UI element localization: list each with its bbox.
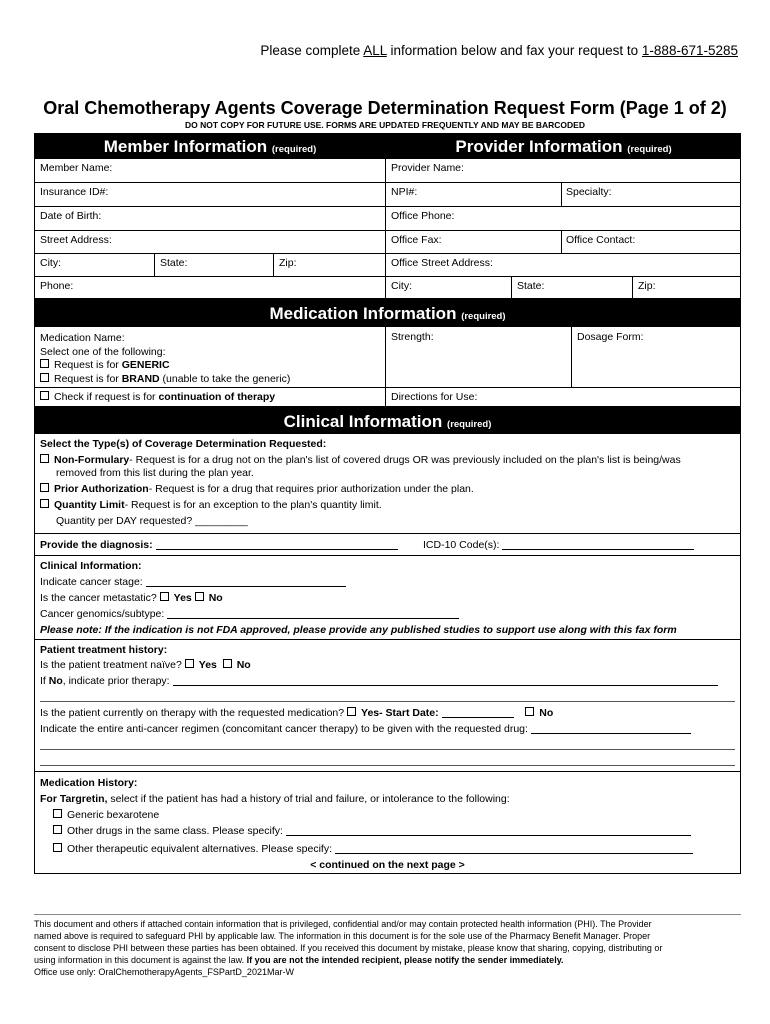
start-date-input[interactable] [442,707,514,718]
fax-instruction: Please complete ALL information below and fax your request to 1-888-671-5285 [260,43,738,58]
current-no[interactable]: No [525,707,553,719]
checkbox-icon [53,809,62,818]
tx-history-label: Patient treatment history: [40,644,168,656]
member-zip-field[interactable]: Zip: [279,257,297,269]
checkbox-icon [40,373,49,382]
select-one-label: Select one of the following: [40,346,166,358]
metastatic-no[interactable]: No [195,592,223,604]
directions-field[interactable]: Directions for Use: [391,391,478,403]
med-history-label: Medication History: [40,777,138,789]
npi-row [386,183,741,207]
regimen-row: Indicate the entire anti-cancer regimen (concomitant cancer therapy) to be given with the requested drug: [40,723,691,735]
quantity-limit-option[interactable]: Quantity Limit- Request is for an exception to the plan's quantity limit. [40,499,382,511]
other-drugs-input[interactable] [286,825,691,836]
checkbox-icon [40,454,49,463]
generic-option[interactable]: Request is for GENERIC [40,359,170,371]
form-title: Oral Chemotherapy Agents Coverage Determination Request Form (Page 1 of 2) [43,98,727,118]
member-city-row [35,254,385,277]
confidentiality-notice: This document and others if attached contain information that is privileged, confidential and/or may contain protected health information (PHI). The Provider named above is required to safeguard PHI by applicable law. The information in this document is for the sole use of the Pharmacy Benefit Manager. Proper consent to disclose PHI between these parties has been obtained. If you received this document by mistake, please know that sharing, copying, distributing or using information in this document is against the law. If you are not the intended recipient, please notify the sender immediately. Office use only: OralChemotherapyAgents_FSPartD_2021Mar-W [34,918,744,978]
office-fax-row [386,231,741,254]
naive-row: Is the patient treatment naïve? Yes No [40,659,251,671]
clinical-section [34,407,741,874]
provider-state-field[interactable]: State: [517,280,545,292]
office-use-label: Office use only: OralChemotherapyAgents_FSPartD_2021Mar-W [34,967,294,977]
genomics-row: Cancer genomics/subtype: [40,608,459,620]
checkbox-icon [53,825,62,834]
checkbox-icon [223,659,232,668]
npi-field[interactable]: NPI#: [391,186,418,198]
member-city-field[interactable]: City: [40,257,61,269]
diagnosis-row: Provide the diagnosis: [40,539,398,551]
targretin-row: For Targretin, select if the patient has had a history of trial and failure, or intolerance to the following: [40,793,510,805]
strength-field[interactable]: Strength: [391,331,434,343]
dosage-form-field[interactable]: Dosage Form: [577,331,644,343]
insurance-id-field[interactable]: Insurance ID#: [35,183,385,207]
prior-therapy-input[interactable] [173,675,718,686]
checkbox-icon [195,592,204,601]
office-phone-field[interactable]: Office Phone: [386,207,741,231]
genomics-input[interactable] [167,608,459,619]
member-provider-section [34,133,741,299]
fda-note: Please note: If the indication is not FDA approved, please provide any published studies to support use along with this fax form [40,624,677,636]
prior-therapy-row: If No, indicate prior therapy: [40,675,718,687]
provider-city-field[interactable]: City: [391,280,412,292]
specialty-field[interactable]: Specialty: [566,186,612,198]
current-therapy-row: Is the patient currently on therapy with the requested medication? Yes- Start Date: No [40,707,554,719]
member-phone-field[interactable]: Phone: [40,280,74,292]
medication-section [34,299,741,407]
coverage-types-label: Select the Type(s) of Coverage Determination Requested: [40,438,327,450]
provider-name-field[interactable]: Provider Name: [386,159,741,183]
checkbox-icon [160,592,169,601]
current-yes[interactable]: Yes- Start Date: [347,707,439,719]
other-thera-input[interactable] [335,843,693,854]
cancer-stage-row: Indicate cancer stage: [40,576,346,588]
prior-auth-option[interactable]: Prior Authorization- Request is for a drug that requires prior authorization under the plan. [40,483,474,495]
provider-heading: Provider Information (required) [386,134,741,159]
metastatic-row: Is the cancer metastatic? Yes No [40,592,223,604]
checkbox-icon [40,359,49,368]
non-formulary-option[interactable]: Non-Formulary- Request is for a drug not on the plan's list of covered drugs OR was previously included on the plan's list is being/was [40,454,681,466]
clinical-heading: Clinical Information (required) [35,407,740,434]
other-drugs-option[interactable]: Other drugs in the same class. Please specify: [53,825,691,837]
checkbox-icon [525,707,534,716]
naive-yes[interactable]: Yes [185,659,217,671]
office-contact-field[interactable]: Office Contact: [566,234,636,246]
other-thera-option[interactable]: Other therapeutic equivalent alternatives. Please specify: [53,843,693,855]
brand-option[interactable]: Request is for BRAND (unable to take the generic) [40,373,290,385]
member-street-field[interactable]: Street Address: [35,231,385,254]
office-street-field[interactable]: Office Street Address: [386,254,741,277]
medication-name-field[interactable]: Medication Name: [40,332,125,344]
dob-field[interactable]: Date of Birth: [35,207,385,231]
icd-row: ICD-10 Code(s): [423,539,694,551]
member-state-field[interactable]: State: [160,257,188,269]
checkbox-icon [40,391,49,400]
icd-input[interactable] [502,539,694,550]
provider-zip-field[interactable]: Zip: [638,280,656,292]
checkbox-icon [40,499,49,508]
form-subtitle: DO NOT COPY FOR FUTURE USE. FORMS ARE UPDATED FREQUENTLY AND MAY BE BARCODED [184,120,585,130]
continued-note: < continued on the next page > [310,859,465,871]
regimen-input[interactable] [531,723,691,734]
metastatic-yes[interactable]: Yes [160,592,192,604]
member-heading: Member Information (required) [35,134,385,159]
clinical-info-label: Clinical Information: [40,560,142,572]
naive-no[interactable]: No [223,659,251,671]
checkbox-icon [53,843,62,852]
quantity-per-day-field[interactable]: Quantity per DAY requested? _________ [56,515,248,527]
office-fax-field[interactable]: Office Fax: [391,234,442,246]
cancer-stage-input[interactable] [146,576,346,587]
generic-bexarotene-option[interactable]: Generic bexarotene [53,809,159,821]
checkbox-icon [347,707,356,716]
non-formulary-text-cont: removed from this list during the plan year. [56,467,254,479]
checkbox-icon [185,659,194,668]
checkbox-icon [40,483,49,492]
fax-number: 1-888-671-5285 [641,43,738,58]
member-name-field[interactable]: Member Name: [35,159,385,183]
continuation-option[interactable]: Check if request is for continuation of therapy [40,391,275,403]
medication-heading: Medication Information (required) [35,299,740,327]
diagnosis-input[interactable] [156,539,398,550]
